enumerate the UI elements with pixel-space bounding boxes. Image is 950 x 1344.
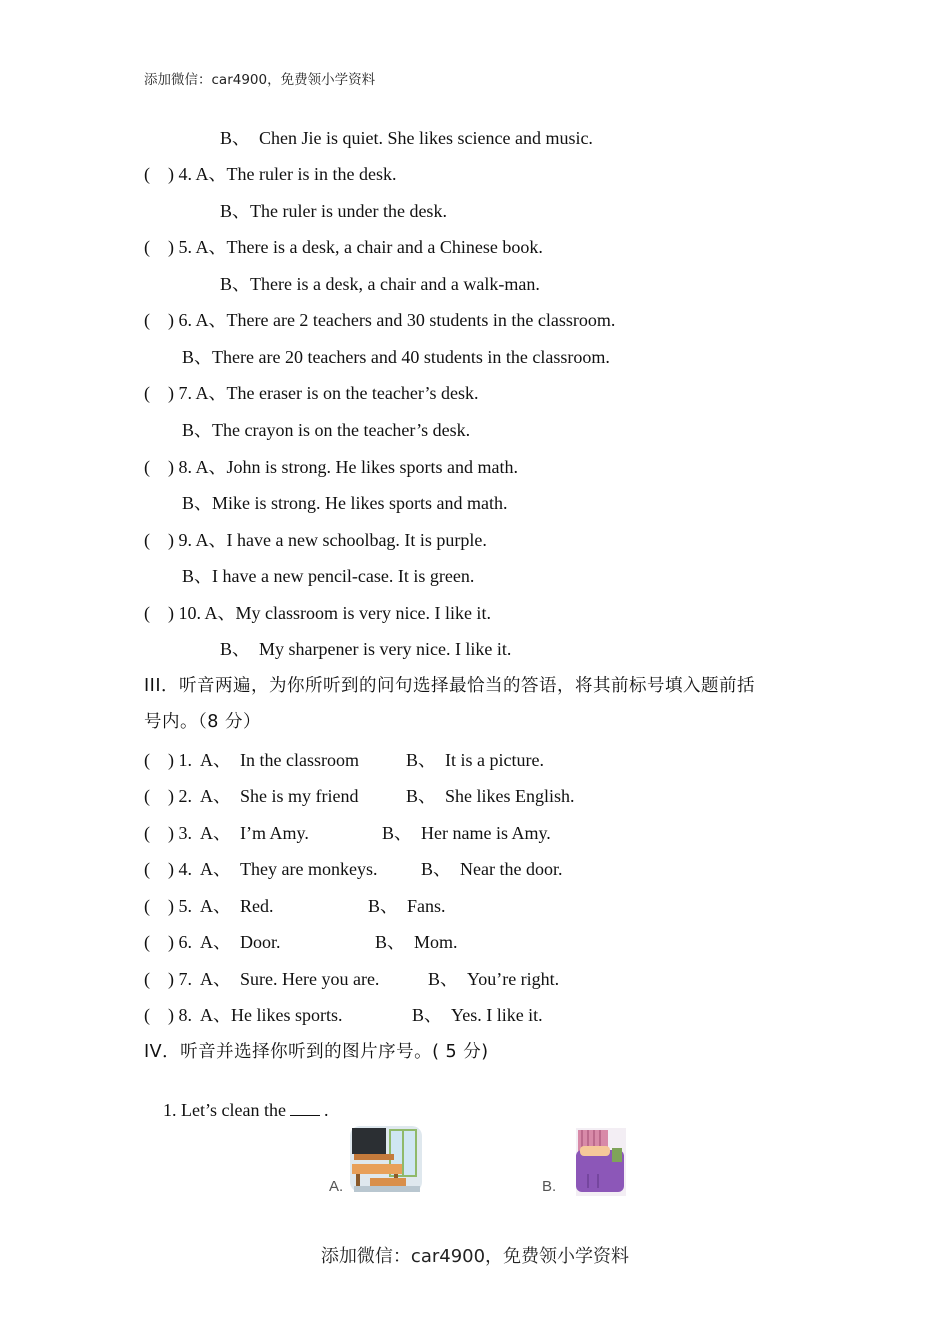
picture-a-label: A. — [329, 1178, 344, 1195]
s3-q1-option-b: B、 It is a picture. — [406, 750, 544, 770]
s3-q8-option-b: B、 Yes. I like it. — [412, 1005, 543, 1025]
q7-option-a: ( ) 7. A、The eraser is on the teacher’s desk. — [144, 383, 479, 403]
picture-b-label: B. — [542, 1178, 557, 1195]
s3-q4-option-b: B、 Near the door. — [421, 859, 563, 879]
s3-q7-option-a: ( ) 7. A、 Sure. Here you are. — [144, 969, 380, 989]
section3-title-line2: 号内。（8 分） — [144, 712, 261, 732]
q6-option-b: B、There are 20 teachers and 40 students in the classroom. — [182, 347, 610, 367]
q6-option-a: ( ) 6. A、There are 2 teachers and 30 students in the classroom. — [144, 310, 616, 330]
q9-option-b: B、I have a new pencil-case. It is green. — [182, 566, 475, 586]
s3-q5-option-a: ( ) 5. A、 Red. — [144, 896, 274, 916]
s3-q4-option-a: ( ) 4. A、 They are monkeys. — [144, 859, 378, 879]
q5-option-a: ( ) 5. A、There is a desk, a chair and a Chinese book. — [144, 237, 543, 257]
q5-option-b: B、There is a desk, a chair and a walk-man. — [220, 274, 540, 294]
q4-option-a: ( ) 4. A、The ruler is in the desk. — [144, 164, 397, 184]
s3-q7-option-b: B、 You’re right. — [428, 969, 560, 989]
s3-q6-option-b: B、 Mom. — [375, 932, 458, 952]
s3-q2-option-a: ( ) 2. A、 She is my friend — [144, 786, 359, 806]
q3-option-b: B、 Chen Jie is quiet. She likes science and music. — [220, 128, 593, 148]
q9-option-a: ( ) 9. A、I have a new schoolbag. It is purple. — [144, 530, 487, 550]
s3-q5-option-b: B、 Fans. — [368, 896, 446, 916]
picture-option-a — [326, 1124, 426, 1200]
q10-option-a: ( ) 10. A、My classroom is very nice. I like it. — [144, 603, 491, 623]
s3-q1-option-a: ( ) 1. A、 In the classroom — [144, 750, 359, 770]
q4-option-b: B、The ruler is under the desk. — [220, 201, 447, 221]
s4-q1 — [154, 1077, 328, 1121]
footer-watermark-note: 添加微信：car4900，免费领小学资料 — [320, 1246, 630, 1267]
s3-q8-option-a: ( ) 8. A、He likes sports. — [144, 1005, 343, 1025]
section3-title-line1: III．听音两遍，为你所听到的问句选择最恰当的答语，将其前标号填入题前括 — [144, 676, 755, 696]
q8-option-a: ( ) 8. A、John is strong. He likes sports and math. — [144, 457, 518, 477]
q10-option-b: B、 My sharpener is very nice. I like it. — [220, 639, 512, 659]
q7-option-b: B、The crayon is on the teacher’s desk. — [182, 420, 471, 440]
s4-q1-prefix: 1. Let’s clean the — [163, 1100, 286, 1120]
answer-blank — [290, 1101, 320, 1116]
picture-option-b — [540, 1126, 630, 1200]
s3-q6-option-a: ( ) 6. A、 Door. — [144, 932, 281, 952]
s4-q1-suffix: . — [323, 1100, 329, 1120]
s3-q2-option-b: B、 She likes English. — [406, 786, 575, 806]
s3-q3-option-a: ( ) 3. A、 I’m Amy. — [144, 823, 309, 843]
s3-q3-option-b: B、 Her name is Amy. — [382, 823, 551, 843]
section4-title: IV．听音并选择你听到的图片序号。( 5 分) — [144, 1042, 489, 1062]
q8-option-b: B、Mike is strong. He likes sports and math. — [182, 493, 508, 513]
header-watermark-note: 添加微信：car4900，免费领小学资料 — [144, 72, 376, 88]
